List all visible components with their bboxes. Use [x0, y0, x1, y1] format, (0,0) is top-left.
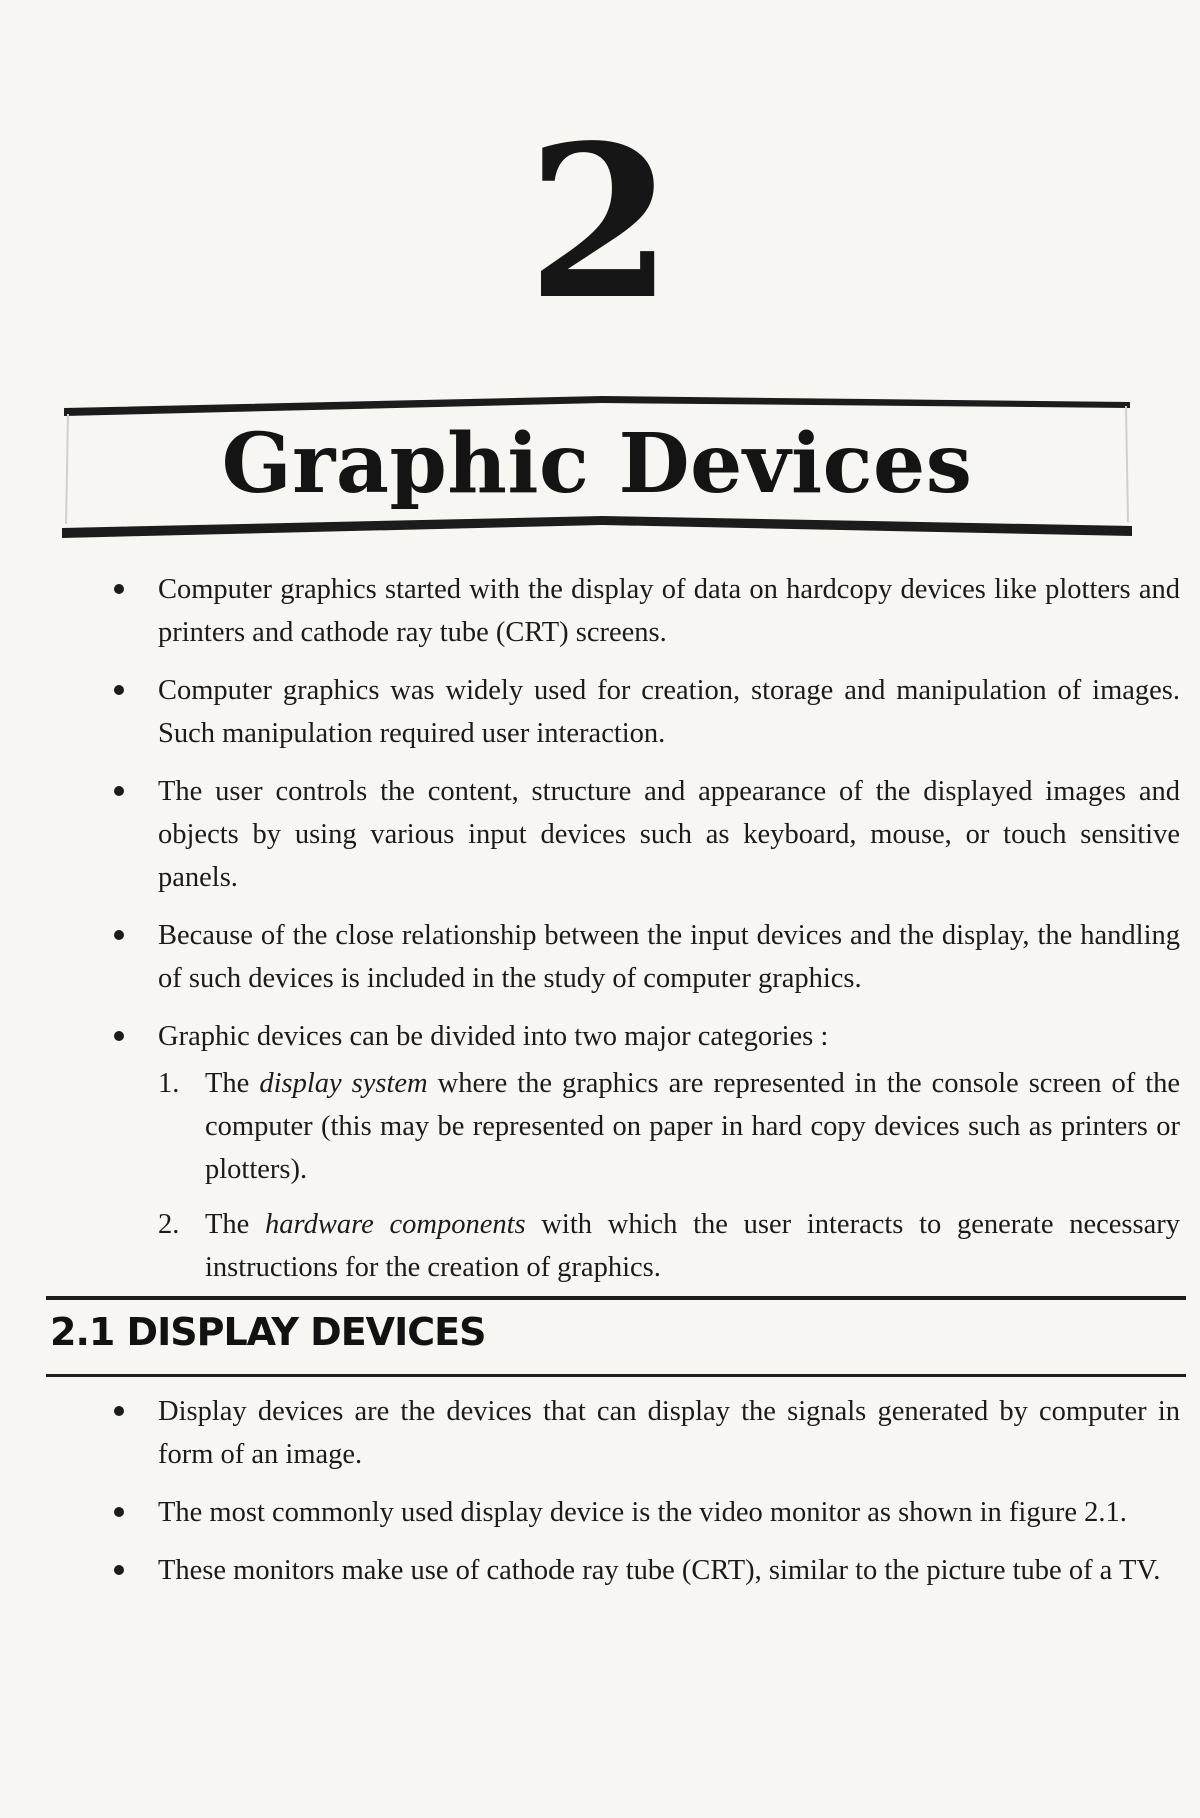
section-title: 2.1 DISPLAY DEVICES	[50, 1310, 486, 1354]
list-item	[100, 770, 1180, 899]
list-item	[100, 1491, 1180, 1534]
list-item	[100, 669, 1180, 755]
list-item	[100, 1390, 1180, 1476]
item-text-post: with which the user interacts to generate necessary instructions for the creation of graphics.	[205, 1209, 1180, 1283]
item-number: 1.	[158, 1068, 180, 1099]
item-text-emphasis: hardware components	[265, 1209, 526, 1240]
categories-list	[158, 1062, 1180, 1289]
section-heading	[46, 1296, 1186, 1380]
bullet-text: Computer graphics started with the display of data on hardcopy devices like plotters and printers and cathode ray tube (CRT) screens.	[158, 574, 1180, 648]
item-text-pre: The	[205, 1209, 266, 1240]
bullet-icon	[114, 1565, 124, 1575]
bullet-text: These monitors make use of cathode ray tube (CRT), similar to the picture tube of a TV.	[158, 1555, 1161, 1586]
list-item	[100, 568, 1180, 654]
bullet-text: Display devices are the devices that can display the signals generated by computer in form of an image.	[158, 1396, 1180, 1470]
chapter-title-banner	[62, 388, 1132, 540]
item-text-emphasis: display system	[259, 1068, 428, 1099]
bullet-icon	[114, 584, 124, 594]
bullet-text: The user controls the content, structure and appearance of the displayed images and objects by using various input devices such as keyboard, mouse, or touch sensitive panels.	[158, 776, 1180, 893]
item-number: 2.	[158, 1209, 180, 1240]
bullet-icon	[114, 685, 124, 695]
category-item	[158, 1062, 1180, 1191]
bullet-text: Graphic devices can be divided into two major categories :	[158, 1021, 829, 1052]
bullet-icon	[114, 930, 124, 940]
section-rule-top	[46, 1296, 1186, 1300]
bullet-icon	[114, 1031, 124, 1041]
bullet-icon	[114, 1507, 124, 1517]
bullet-text: Because of the close relationship between the input devices and the display, the handling of such devices is included in the study of computer graphics.	[158, 920, 1180, 994]
list-item	[100, 1015, 1180, 1289]
chapter-title: Graphic Devices	[221, 416, 973, 512]
bullet-icon	[114, 1406, 124, 1416]
bullet-text: The most commonly used display device is the video monitor as shown in figure 2.1.	[158, 1497, 1127, 1528]
list-item	[100, 914, 1180, 1000]
bullet-text: Computer graphics was widely used for creation, storage and manipulation of images. Such manipulation required user interaction.	[158, 675, 1180, 749]
item-text-pre: The	[205, 1068, 260, 1099]
list-item	[100, 1549, 1180, 1592]
category-item	[158, 1203, 1180, 1289]
section-rule-bottom	[46, 1374, 1186, 1377]
intro-bullet-list	[100, 568, 1180, 1304]
item-text-post: where the graphics are represented in the console screen of the computer (this may be represented on paper in hard copy devices such as printers or plotters).	[205, 1068, 1181, 1185]
chapter-number: 2	[526, 99, 674, 346]
bullet-icon	[114, 786, 124, 796]
section-bullet-list	[100, 1390, 1180, 1607]
